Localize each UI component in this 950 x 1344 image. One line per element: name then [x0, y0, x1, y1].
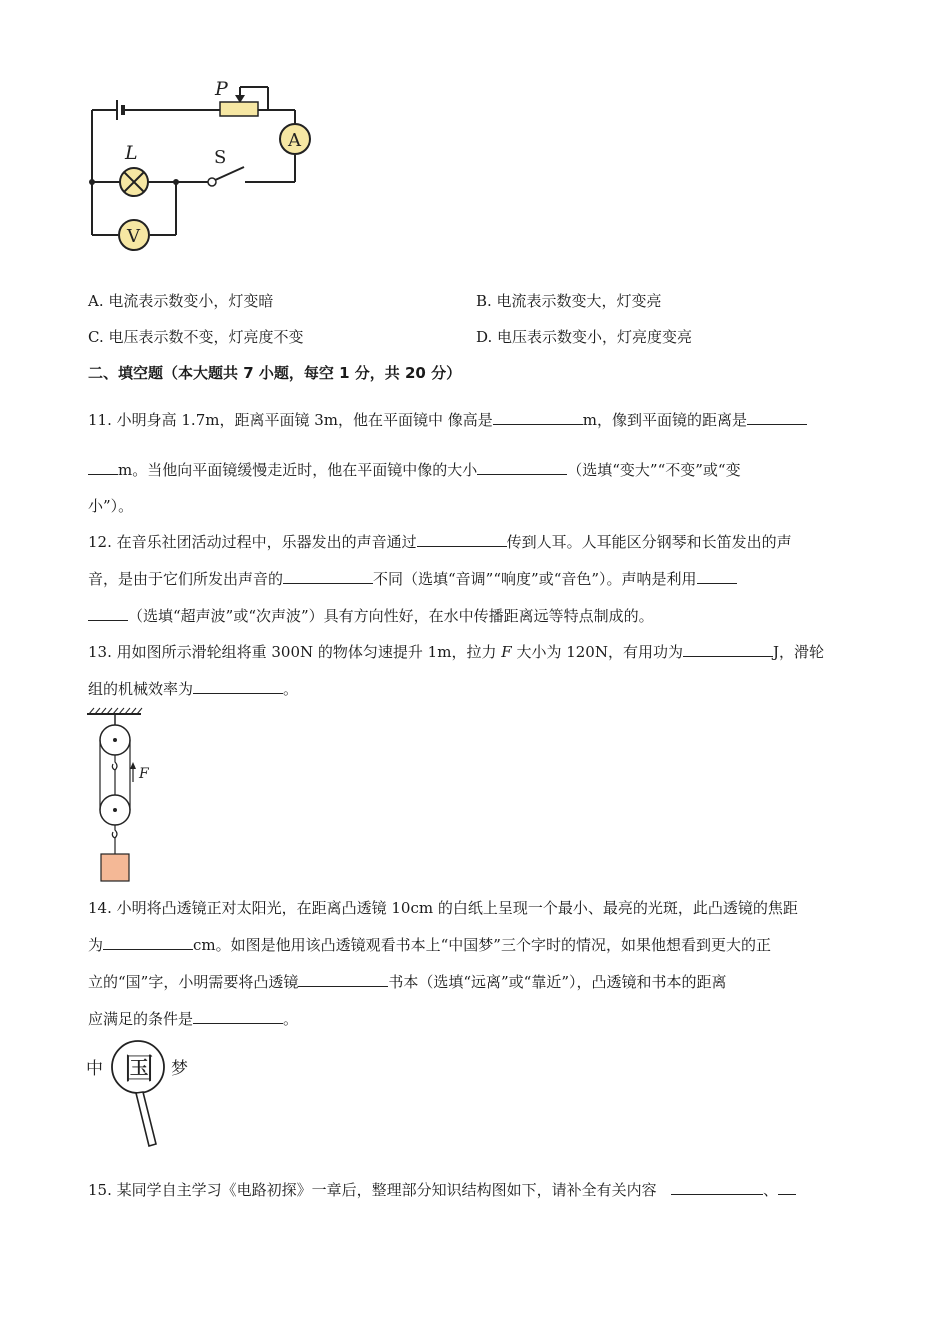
q14-text-6: 应满足的条件是	[88, 1010, 194, 1028]
q13-text-1c: 大小为 120N，有用功为	[516, 643, 683, 661]
q12-blank-1[interactable]	[417, 532, 507, 547]
q13-text-4: 。	[283, 680, 299, 698]
question-12-line-2	[88, 569, 864, 589]
q11-blank-2b[interactable]	[88, 460, 118, 475]
q14-blank-1[interactable]	[103, 935, 193, 950]
question-11-line-2	[88, 460, 864, 480]
q11-text-3: m。当他向平面镜缓慢走近时，他在平面镜中像的大小	[118, 461, 478, 479]
option-d: D. 电压表示数变小，灯亮度变亮	[476, 328, 693, 346]
circuit-label-p: P	[215, 78, 228, 100]
q12-text-4: 不同（选填“音调”“响度”或“音色”）。声呐是利用	[373, 570, 697, 588]
section-title: 二、填空题（本大题共 7 小题，每空 1 分，共 20 分）	[88, 364, 462, 382]
q13-blank-2[interactable]	[193, 679, 283, 694]
q12-blank-2[interactable]	[283, 569, 373, 584]
q14-text-7: 。	[283, 1010, 299, 1028]
circuit-label-a: A	[288, 130, 301, 151]
question-13-line-1	[88, 642, 864, 662]
question-12-line-3	[88, 606, 864, 626]
option-b: B. 电流表示数变大，灯变亮	[476, 292, 662, 310]
option-c: C. 电压表示数不变，灯亮度不变	[88, 328, 304, 346]
q14-text-2: 为	[88, 936, 104, 954]
option-a: A. 电流表示数变小，灯变暗	[88, 292, 274, 310]
q12-text-3: 音，是由于它们所发出声音的	[88, 570, 284, 588]
pulley-diagram	[85, 706, 165, 886]
circuit-diagram	[80, 75, 330, 260]
q14-text-1: 14. 小明将凸透镜正对太阳光，在距离凸透镜 10cm 的白纸上呈现一个最小、最亮的光斑，此凸透镜的焦距	[88, 899, 798, 917]
q14-blank-2[interactable]	[298, 972, 388, 987]
q15-text-2: 、	[762, 1181, 778, 1199]
q13-text-3: 组的机械效率为	[88, 680, 194, 698]
question-12-line-1	[88, 532, 864, 552]
q14-blank-3[interactable]	[193, 1009, 283, 1024]
circuit-label-l: L	[125, 142, 138, 164]
q14-text-5: 书本（选填“远离”或“靠近”），凸透镜和书本的距离	[388, 973, 727, 991]
circuit-label-v: V	[127, 226, 140, 247]
q15-blank-1[interactable]	[671, 1180, 763, 1195]
question-11-line-3	[88, 496, 864, 516]
q11-blank-2a[interactable]	[747, 410, 807, 425]
q12-blank-3b[interactable]	[88, 606, 128, 621]
q11-text-4: （选填“变大”“不变”或“变	[567, 461, 741, 479]
q15-text-1: 15. 某同学自主学习《电路初探》一章后，整理部分知识结构图如下，请补全有关内容	[88, 1181, 657, 1199]
q13-blank-1[interactable]	[683, 642, 773, 657]
char-zhong: 中	[86, 1059, 103, 1079]
question-14-line-3	[88, 972, 864, 992]
q14-text-3: cm。如图是他用该凸透镜观看书本上“中国梦”三个字时的情况，如果他想看到更大的正	[193, 936, 771, 954]
q11-text-2: m，像到平面镜的距离是	[582, 411, 748, 429]
pulley-label-f: F	[139, 766, 149, 782]
question-14-line-1	[88, 898, 864, 918]
q13-force-symbol: F	[501, 643, 512, 661]
q11-blank-3[interactable]	[477, 460, 567, 475]
q12-text-2: 传到人耳。人耳能区分钢琴和长笛发出的声	[506, 533, 792, 551]
q11-blank-1[interactable]	[493, 410, 583, 425]
q12-text-1: 12. 在音乐社团活动过程中，乐器发出的声音通过	[88, 533, 417, 551]
question-13-line-2	[88, 679, 864, 699]
question-15-line-1	[88, 1180, 864, 1200]
q12-text-5: （选填“超声波”或“次声波”）具有方向性好，在水中传播距离远等特点制成的。	[128, 607, 654, 625]
char-meng: 梦	[171, 1059, 188, 1079]
magnifier-figure	[82, 1040, 202, 1152]
q11-text-5: 小”）。	[88, 497, 134, 515]
circuit-label-s: S	[214, 147, 227, 168]
q13-text-2: J，滑轮	[772, 643, 824, 661]
q14-text-4: 立的“国”字，小明需要将凸透镜	[88, 973, 299, 991]
question-14-line-4	[88, 1009, 864, 1029]
char-guo: 国	[124, 1052, 154, 1087]
question-11-line-1	[88, 410, 864, 430]
q11-text-1: 11. 小明身高 1.7m，距离平面镜 3m，他在平面镜中 像高是	[88, 411, 493, 429]
q15-blank-2[interactable]	[778, 1180, 796, 1195]
q12-blank-3a[interactable]	[697, 569, 737, 584]
q13-text-1: 13. 用如图所示滑轮组将重 300N 的物体匀速提升 1m，拉力	[88, 643, 497, 661]
question-14-line-2	[88, 935, 864, 955]
